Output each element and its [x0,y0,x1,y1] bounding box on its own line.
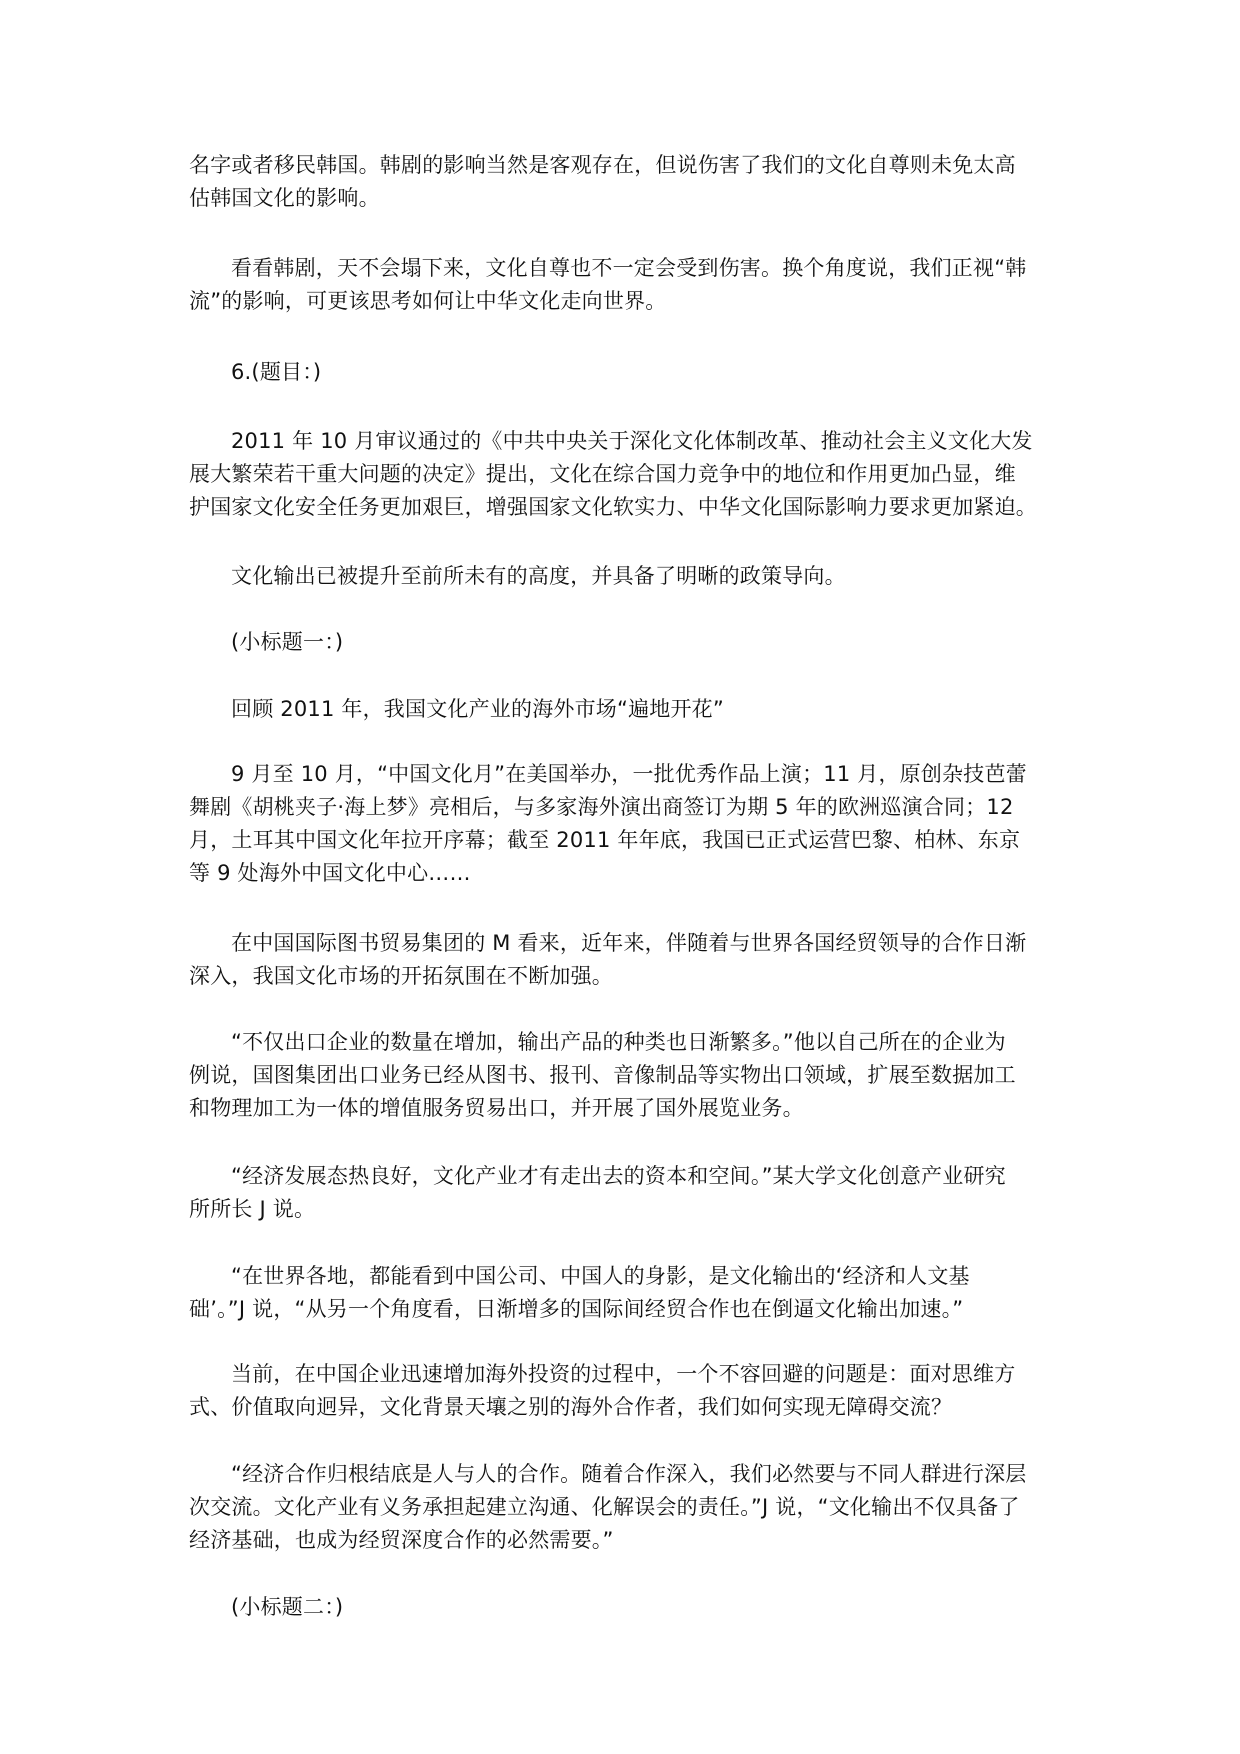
text-line: 次交流。文化产业有义务承担起建立沟通、化解误会的责任。”J 说，“文化输出不仅具备了 [189,1495,1020,1519]
text-line: 展大繁荣若干重大问题的决定》提出，文化在综合国力竞争中的地位和作用更加凸显，维 [189,462,1016,486]
subheading-1 [189,626,1065,659]
text-line: 当前，在中国企业迅速增加海外投资的过程中，一个不容回避的问题是：面对思维方 [231,1362,1016,1386]
text-line: 例说，国图集团出口业务已经从图书、报刊、音像制品等实物出口领域，扩展至数据加工 [189,1063,1016,1087]
text-line: 流”的影响，可更该思考如何让中华文化走向世界。 [189,289,667,313]
text-line: “不仅出口企业的数量在增加，输出产品的种类也日渐繁多。”他以自己所在的企业为 [231,1030,1006,1054]
text-line: 名字或者移民韩国。韩剧的影响当然是客观存在，但说伤害了我们的文化自尊则未免太高 [189,153,1016,177]
text-line: 6.(题目：) [231,360,322,384]
text-line: 舞剧《胡桃夹子·海上梦》亮相后，与多家海外演出商签订为期 5 年的欧洲巡演合同；12 [189,795,1014,819]
paragraph-9 [189,927,1065,993]
text-line: (小标题二：) [231,1595,344,1619]
text-line: 等 9 处海外中国文化中心…… [189,861,471,885]
question-heading [189,356,1065,389]
text-line: 回顾 2011 年，我国文化产业的海外市场“遍地开花” [231,697,724,721]
text-line: 估韩国文化的影响。 [189,186,380,210]
paragraph-8 [189,758,1065,890]
text-line: 和物理加工为一体的增值服务贸易出口，并开展了国外展览业务。 [189,1096,804,1120]
text-line: 经济基础，也成为经贸深度合作的必然需要。” [189,1528,614,1552]
paragraph-11 [189,1160,1065,1226]
paragraph-14 [189,1458,1065,1557]
paragraph-4 [189,425,1065,524]
text-line: 式、价值取向迥异，文化背景天壤之别的海外合作者，我们如何实现无障碍交流？ [189,1395,953,1419]
document-page [189,0,1065,1754]
text-line: “经济发展态热良好，文化产业才有走出去的资本和空间。”某大学文化创意产业研究 [231,1164,1006,1188]
text-line: (小标题一：) [231,630,344,654]
subheading-2 [189,1591,1065,1624]
paragraph-2 [189,252,1065,318]
text-line: 文化输出已被提升至前所未有的高度，并具备了明晰的政策导向。 [231,564,846,588]
paragraph-7 [189,693,1065,726]
text-line: 护国家文化安全任务更加艰巨，增强国家文化软实力、中华文化国际影响力要求更加紧迫。 [189,495,1037,519]
paragraph-10 [189,1026,1065,1125]
text-line: 2011 年 10 月审议通过的《中共中央关于深化文化体制改革、推动社会主义文化大发 [231,429,1033,453]
paragraph-13 [189,1358,1065,1424]
paragraph-1 [189,149,1065,215]
text-line: “在世界各地，都能看到中国公司、中国人的身影，是文化输出的‘经济和人文基 [231,1264,970,1288]
text-line: 所所长 J 说。 [189,1197,316,1221]
text-line: 深入，我国文化市场的开拓氛围在不断加强。 [189,964,613,988]
paragraph-5 [189,560,1065,593]
text-line: 看看韩剧，天不会塌下来，文化自尊也不一定会受到伤害。换个角度说，我们正视“韩 [231,256,1027,280]
text-line: “经济合作归根结底是人与人的合作。随着合作深入，我们必然要与不同人群进行深层 [231,1462,1027,1486]
text-line: 月，土耳其中国文化年拉开序幕；截至 2011 年年底，我国已正式运营巴黎、柏林、东京 [189,828,1021,852]
text-line: 础’。”J 说，“从另一个角度看，日渐增多的国际间经贸合作也在倒逼文化输出加速。” [189,1297,964,1321]
paragraph-12 [189,1260,1065,1326]
text-line: 9 月至 10 月，“中国文化月”在美国举办，一批优秀作品上演；11 月，原创杂技芭蕾 [231,762,1027,786]
text-line: 在中国国际图书贸易集团的 M 看来，近年来，伴随着与世界各国经贸领导的合作日渐 [231,931,1027,955]
